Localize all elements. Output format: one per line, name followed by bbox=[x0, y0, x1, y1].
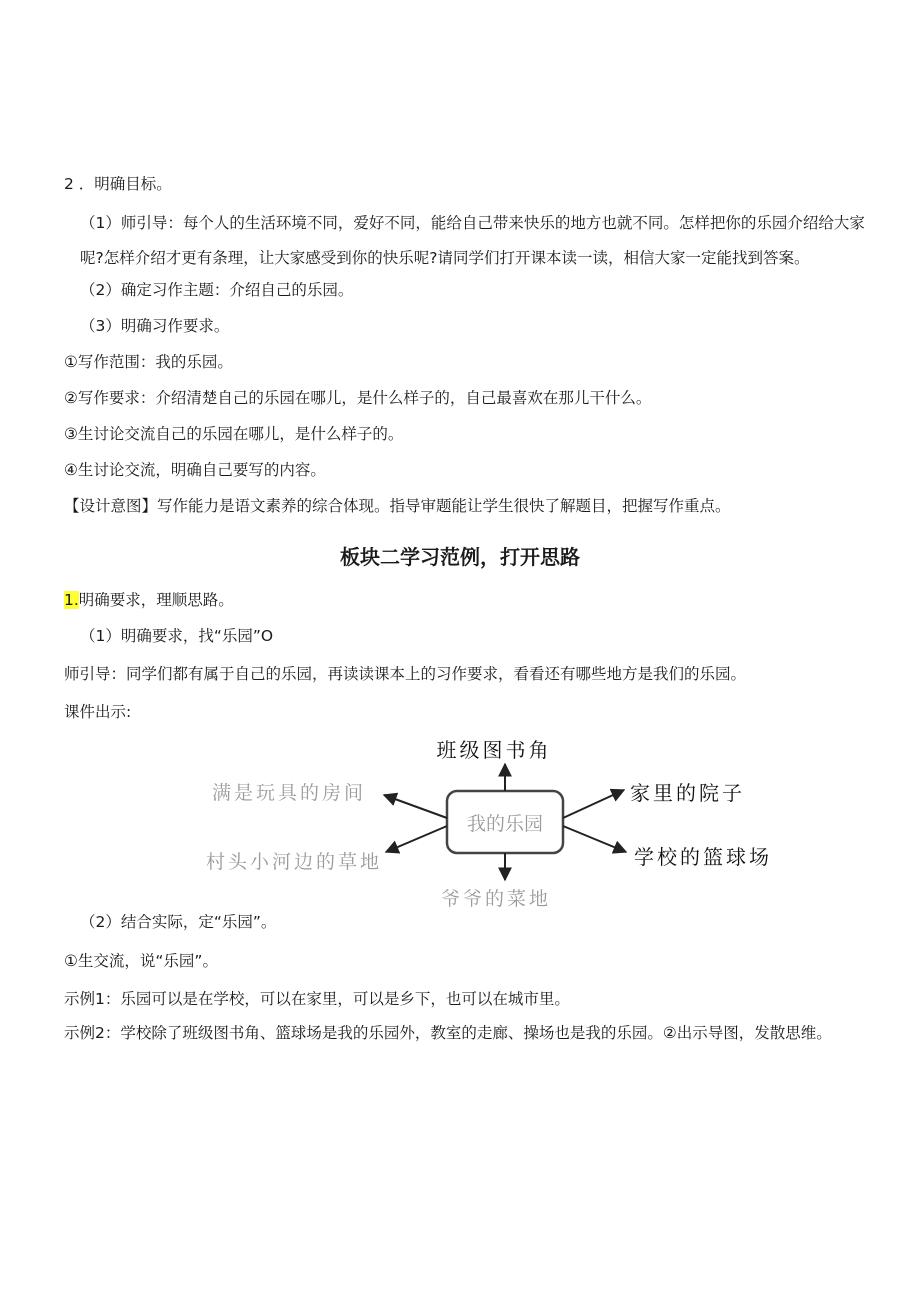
sub-step-decide-paradise: （2）结合实际，定“乐园”。 bbox=[80, 913, 277, 931]
node-grandpa-garden: 爷爷的菜地 bbox=[440, 888, 552, 910]
example-2: 示例2：学校除了班级图书角、篮球场是我的乐园外，教室的走廊、操场也是我的乐园。②出示导图，发散思维。 bbox=[64, 1024, 832, 1042]
node-riverside-lawn: 村头小河边的草地 bbox=[205, 851, 382, 873]
node-class-library: 班级图书角 bbox=[436, 738, 552, 762]
item-discussion-1: ③生讨论交流自己的乐园在哪儿，是什么样子的。 bbox=[64, 425, 404, 443]
step-1-number: 1. bbox=[64, 591, 79, 609]
teacher-guide-2: 师引导：同学们都有属于自己的乐园，再读读课本上的习作要求，看看还有哪些地方是我们的乐园。 bbox=[64, 665, 747, 683]
item-writing-requirement: ②写作要求：介绍清楚自己的乐园在哪儿，是什么样子的，自己最喜欢在那儿干什么。 bbox=[64, 389, 652, 407]
teacher-guide-paragraph: （1）师引导：每个人的生活环境不同，爱好不同，能给自己带来快乐的地方也就不同。怎样把你的乐园介绍给大家呢?怎样介绍才更有条理，让大家感受到你的快乐呢?请同学们打开课本读一读，相信大家一定能找到答案。 bbox=[80, 214, 865, 267]
section-heading: 板块二学习范例，打开思路 bbox=[340, 545, 580, 569]
step-1 bbox=[64, 588, 884, 612]
clarify-requirements: （3）明确习作要求。 bbox=[80, 317, 230, 335]
student-exchange: ①生交流，说“乐园”。 bbox=[64, 952, 218, 970]
arrow-upper-right bbox=[563, 790, 624, 818]
sub-step-find-paradise: （1）明确要求，找“乐园”O bbox=[80, 627, 274, 645]
arrow-lower-right bbox=[563, 826, 626, 852]
arrow-lower-left bbox=[386, 826, 447, 852]
confirm-topic: （2）确定习作主题：介绍自己的乐园。 bbox=[80, 281, 354, 299]
item-writing-scope: ①写作范围：我的乐园。 bbox=[64, 353, 233, 371]
node-toy-room: 满是玩具的房间 bbox=[211, 782, 366, 804]
paradise-mind-map bbox=[0, 725, 920, 915]
center-label: 我的乐园 bbox=[466, 813, 544, 835]
example-1: 示例1：乐园可以是在学校，可以在家里，可以是乡下，也可以在城市里。 bbox=[64, 990, 570, 1008]
arrow-upper-left bbox=[384, 795, 447, 818]
node-school-court: 学校的篮球场 bbox=[634, 845, 772, 869]
node-home-yard: 家里的院子 bbox=[630, 781, 745, 805]
step-1-text: 明确要求，理顺思路。 bbox=[78, 591, 234, 609]
courseware-label: 课件出示: bbox=[64, 703, 132, 721]
design-intent: 【设计意图】写作能力是语文素养的综合体现。指导审题能让学生很快了解题目，把握写作重点。 bbox=[64, 497, 731, 515]
section-title-goals: 2 ．明确目标。 bbox=[64, 175, 172, 193]
item-discussion-2: ④生讨论交流，明确自己要写的内容。 bbox=[64, 461, 326, 479]
